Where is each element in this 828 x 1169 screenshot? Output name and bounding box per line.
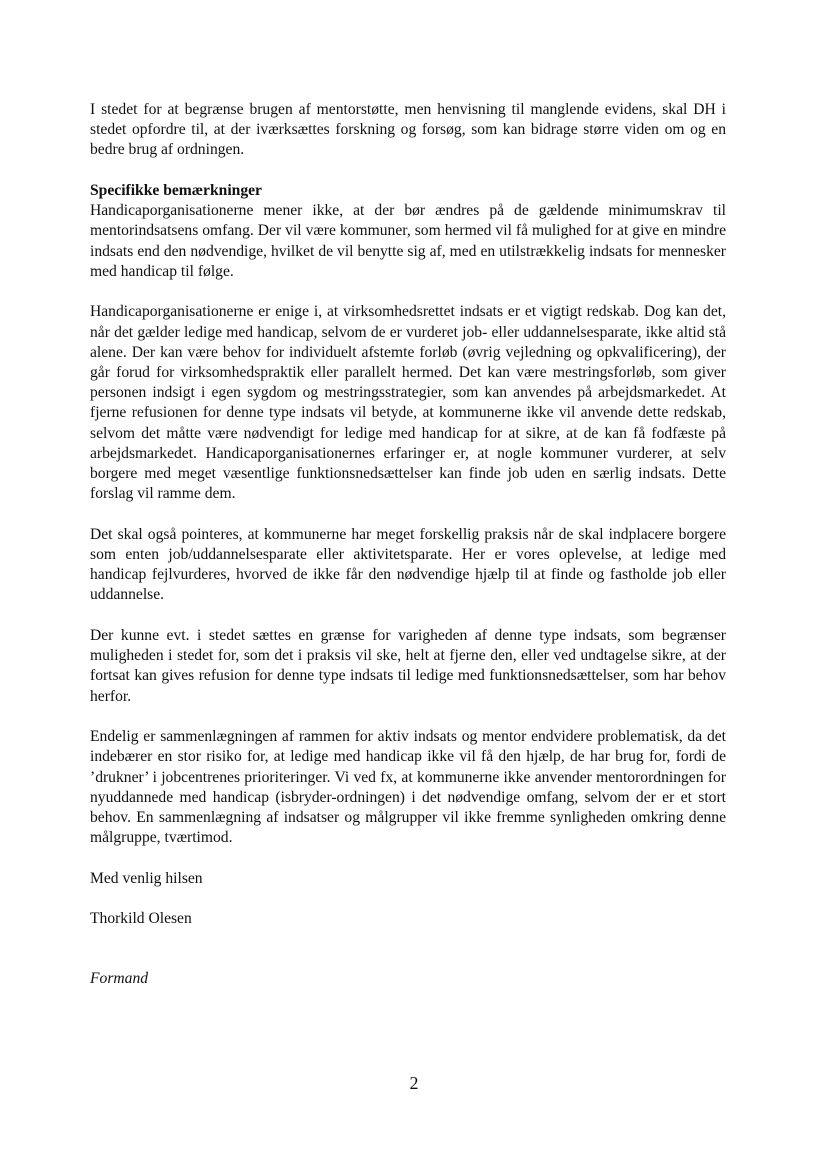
paragraph-virksomhedsrettet: Handicaporganisationerne er enige i, at virksomhedsrettet indsats er et vigtigt redskab. Dog kan det, når det gælder ledige med handicap, selvom de er vurderet job- eller uddannelsesparate, ikke altid stå alene. Der kan være behov for individuelt afstemte forløb (øvrig vejledning og opkvalificering), der går forud for virksomhedspraktik eller parallelt hermed. Det kan være mestringsforløb, som giver personen indsigt i egen sygdom og mestringsstrategier, som kan anvendes på arbejdsmarkedet. At fjerne refusionen for denne type indsats vil betyde, at kommunerne ikke vil anvende dette redskab, selvom det måtte være nødvendigt for ledige med handicap for at sikre, at de kan få fodfæste på arbejdsmarkedet. Handicaporganisationernes erfaringer er, at nogle kommuner vurderer, at selv borgere med meget væsentlige funktionsnedsættelser kan finde job uden en særlig indsats. Dette forslag vil ramme dem. bbox=[90, 303, 726, 503]
page-number: 2 bbox=[409, 1073, 419, 1093]
signer-name: Thorkild Olesen bbox=[90, 910, 192, 928]
section-heading: Specifikke bemærkninger bbox=[90, 182, 262, 199]
paragraph-praksis: Det skal også pointeres, at kommunerne har meget forskellig praksis når de skal indplacere borgere som enten job/uddannelsesparate eller aktivitetsparate. Her er vores oplevelse, at ledige med handicap fejlvurderes, hvorved de ikke får den nødvendige hjælp til at finde og fastholde job eller uddannelse. bbox=[90, 525, 726, 604]
paragraph-sammenlaegning: Endelig er sammenlægningen af rammen for aktiv indsats og mentor endvidere problematisk, da det indebærer en stor risiko for, at ledige med handicap ikke vil få den hjælp, de har brug for, fordi de ’drukner’ i jobcentrenes prioriteringer. Vi ved fx, at kommunerne ikke anvender mentorordningen for nyuddannede med handicap (isbryder-ordningen) i det nødvendige omfang, selvom der er et stort behov. En sammenlægning af indsatser og målgrupper vil ikke fremme synligheden omkring denne målgruppe, tværtimod. bbox=[90, 728, 726, 847]
section-paragraph: Handicaporganisationerne mener ikke, at der bør ændres på de gældende minimumskrav til mentorindsatsens omfang. Der vil være kommuner, som hermed vil få mulighed for at give en mindre indsats end den nødvendige, hvilket de vil benytte sig af, med en utilstrækkelig indsats for mennesker med handicap til følge. bbox=[90, 202, 726, 280]
paragraph-graense: Der kunne evt. i stedet sættes en grænse for varigheden af denne type indsats, som begrænser muligheden i stedet for, som det i praksis vil ske, helt at fjerne den, eller ved undtagelse sikre, at der fortsat kan gives refusion for denne type indsats til ledige med funktionsnedsættelser, som har behov herfor. bbox=[90, 627, 726, 705]
closing-salutation: Med venlig hilsen bbox=[90, 869, 203, 887]
signer-title: Formand bbox=[90, 969, 149, 987]
letter-body bbox=[90, 100, 726, 989]
intro-paragraph: I stedet for at begrænse brugen af mentorstøtte, men henvisning til manglende evidens, skal DH i stedet opfordre til, at der iværksættes forskning og forsøg, som kan bidrage større viden om og en bedre brug af ordningen. bbox=[90, 101, 726, 159]
